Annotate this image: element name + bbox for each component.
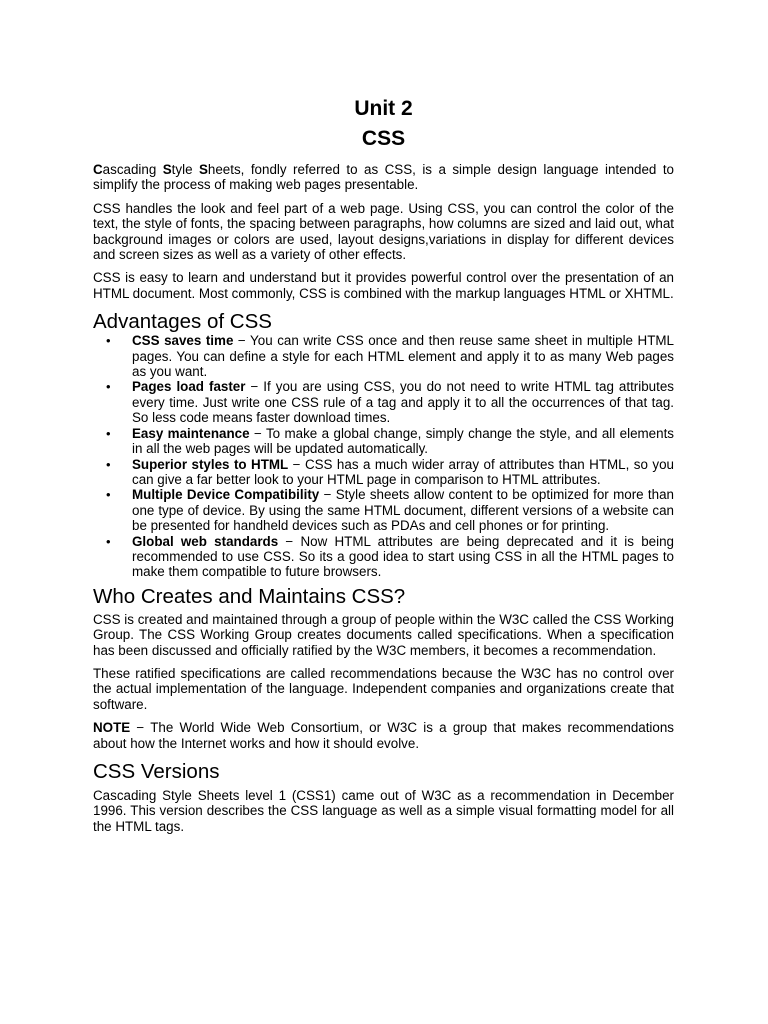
who-paragraph-1: CSS is created and maintained through a group of people within the W3C called the CSS Working Group. The CSS Working Group creates documents called specifications. When a specification has been discussed and officially ratified by the W3C members, it becomes a recommendation.: [93, 611, 674, 658]
subject-title: CSS: [361, 127, 406, 150]
note-paragraph: NOTE − The World Wide Web Consortium, or W3C is a group that makes recommendations about how the Internet works and how it should evolve.: [93, 720, 674, 751]
advantages-list: [93, 333, 674, 580]
list-item: • Global web standards − Now HTML attributes are being deprecated and it is being recommended to use CSS. So its a good idea to start using CSS in all the HTML pages to make them compatible to future browsers.: [93, 534, 674, 580]
versions-heading: CSS Versions: [93, 760, 220, 783]
who-heading: Who Creates and Maintains CSS?: [93, 584, 406, 608]
list-item: • Superior styles to HTML − CSS has a much wider array of attributes than HTML, so you can give a far better look to your HTML page in comparison to HTML attributes.: [93, 457, 674, 488]
document-page: [93, 94, 674, 834]
list-item: • Pages load faster − If you are using CSS, you do not need to write HTML tag attributes every time. Just write one CSS rule of a tag and apply it to all the occurrences of that tag. So less code means faster download times.: [93, 379, 674, 425]
unit-title: Unit 2: [354, 97, 413, 120]
intro-paragraph-2: CSS handles the look and feel part of a web page. Using CSS, you can control the color of the text, the style of fonts, the spacing between paragraphs, how columns are sized and laid out, what background images or colors are used, layout designs,variations in display for different devices and screen sizes as well as a variety of other effects.: [93, 200, 674, 263]
list-item: • CSS saves time − You can write CSS once and then reuse same sheet in multiple HTML pages. You can define a style for each HTML element and apply it to as many Web pages as you want.: [93, 333, 674, 379]
advantages-heading: Advantages of CSS: [93, 310, 272, 334]
list-item: • Multiple Device Compatibility − Style sheets allow content to be optimized for more than one type of device. By using the same HTML document, different versions of a website can be presented for handheld devices such as PDAs and cell phones or for printing.: [93, 487, 674, 533]
list-item: • Easy maintenance − To make a global change, simply change the style, and all elements in all the web pages will be updated automatically.: [93, 426, 674, 457]
intro-paragraph-1: Cascading Style Sheets, fondly referred to as CSS, is a simple design language intended to simplify the process of making web pages presentable.: [93, 162, 674, 193]
who-paragraph-2: These ratified specifications are called recommendations because the W3C has no control over the actual implementation of the language. Independent companies and organizations create that software.: [93, 665, 674, 712]
versions-paragraph-1: Cascading Style Sheets level 1 (CSS1) came out of W3C as a recommendation in December 1996. This version describes the CSS language as well as a simple visual formatting model for all the HTML tags.: [93, 788, 674, 834]
intro-paragraph-3: CSS is easy to learn and understand but it provides powerful control over the presentation of an HTML document. Most commonly, CSS is combined with the markup languages HTML or XHTML.: [93, 270, 674, 301]
